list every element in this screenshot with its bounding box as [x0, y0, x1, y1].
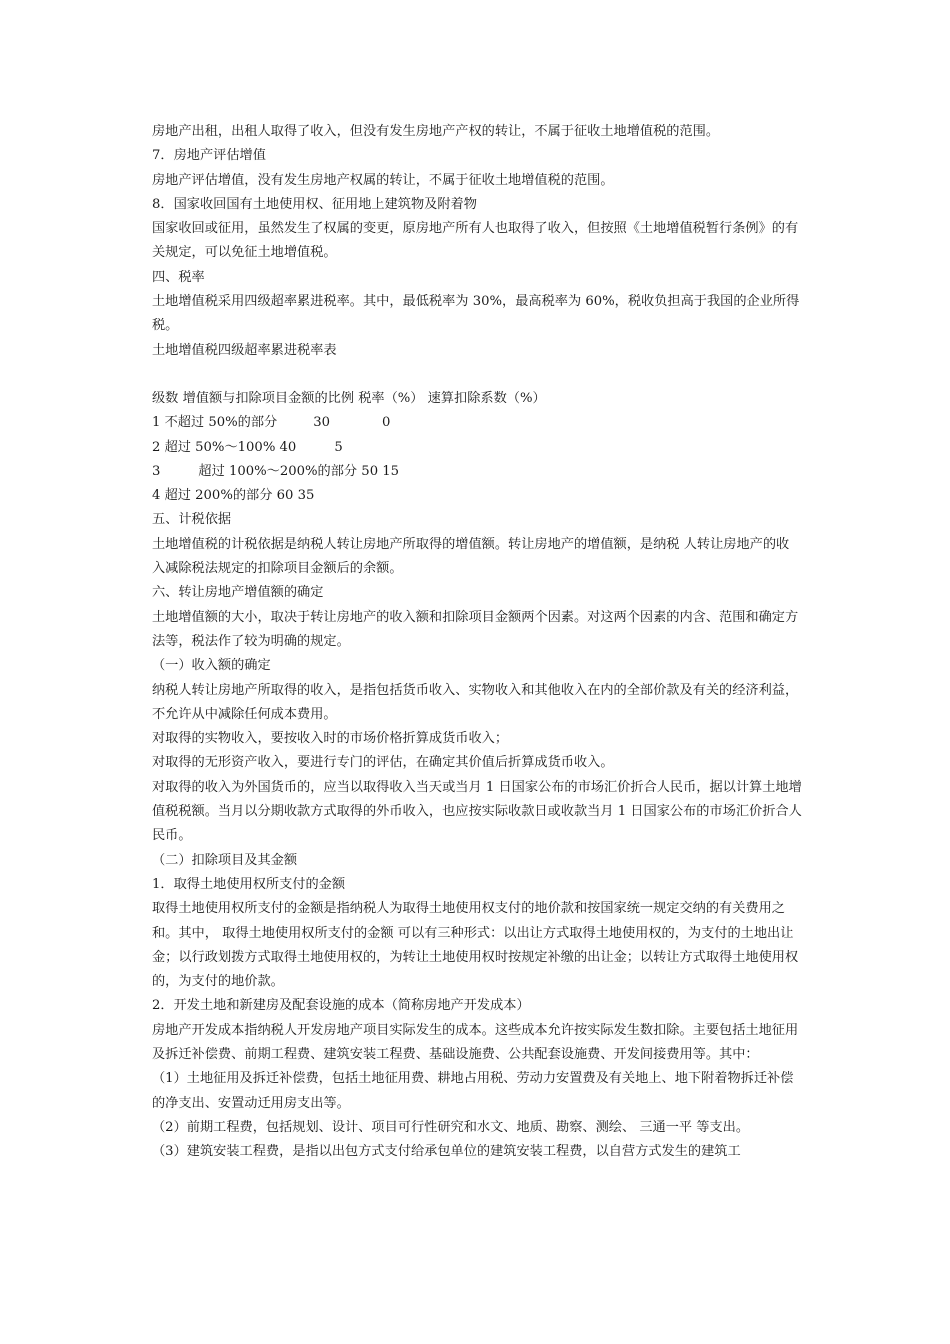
paragraph: 房地产出租，出租人取得了收入，但没有发生房地产产权的转让，不属于征收土地增值税的范围。: [152, 124, 720, 139]
table-row: [152, 460, 802, 484]
table-cell: 超过 100%～200%的部分 50 15: [198, 463, 400, 479]
paragraph: 房地产开发成本指纳税人开发房地产项目实际发生的成本。这些成本允许按实际发生数扣除。主要包括土地征用及拆迁补偿费、前期工程费、建筑安装工程费、基础设施费、公共配套设施费、开发间接费用等。其中：: [152, 1022, 799, 1062]
table-cell: 1 不超过 50%的部分: [152, 415, 278, 431]
subsection-heading: （二）扣除项目及其金额: [152, 852, 298, 868]
table-cell: 30: [313, 415, 330, 431]
list-item: （1）土地征用及拆迁补偿费，包括土地征用费、耕地占用税、劳动力安置费及有关地上、地下附着物拆迁补偿的净支出、安置动迁用房支出等。: [152, 1071, 794, 1111]
paragraph: 对取得的实物收入，要按收入时的市场价格折算成货币收入；: [152, 731, 509, 747]
table-title: 土地增值税四级超率累进税率表: [152, 342, 337, 358]
table-cell: 3: [152, 463, 161, 479]
paragraph: 取得土地使用权所支付的金额是指纳税人为取得土地使用权支付的地价款和按国家统一规定交纳的有关费用之和。其中， 取得土地使用权所支付的金额 可以有三种形式：以出让方式取得土地使用权的，为支付的土地出让金；以行政划拨方式取得土地使用权的，为转让土地使用权时按规定补缴的出让金；以转让方式取得土地使用权的，为支付的地价款。: [152, 901, 799, 990]
paragraph: 国家收回或征用，虽然发生了权属的变更，原房地产所有人也取得了收入，但按照《土地增值税暂行条例》的有关规定，可以免征土地增值税。: [152, 221, 799, 261]
table-cell: 0: [382, 415, 391, 431]
table-cell: 2 超过 50%～100% 40: [152, 439, 297, 455]
blank-line: [152, 363, 802, 387]
table-header: 级数 增值额与扣除项目金额的比例 税率（%） 速算扣除系数（%）: [152, 390, 546, 406]
paragraph: 对取得的无形资产收入，要进行专门的评估，在确定其价值后折算成货币收入。: [152, 755, 614, 771]
paragraph: 纳税人转让房地产所取得的收入，是指包括货币收入、实物收入和其他收入在内的全部价款及有关的经济利益，不允许从中减除任何成本费用。: [152, 682, 799, 722]
document-body: [152, 120, 802, 1164]
paragraph: 房地产评估增值，没有发生房地产权属的转让，不属于征收土地增值税的范围。: [152, 172, 614, 188]
paragraph: 土地增值额的大小，取决于转让房地产的收入额和扣除项目金额两个因素。对这两个因素的内含、范围和确定方法等，税法作了较为明确的规定。: [152, 609, 799, 649]
numbered-heading: 2．开发土地和新建房及配套设施的成本（简称房地产开发成本）: [152, 998, 530, 1014]
section-heading: 六、转让房地产增值额的确定: [152, 585, 324, 601]
list-item: （2）前期工程费，包括规划、设计、项目可行性研究和水文、地质、勘察、测绘、 三通一平 等支出。: [152, 1119, 750, 1135]
paragraph: 土地增值税的计税依据是纳税人转让房地产所取得的增值额。转让房地产的增值额，是纳税 人转让房地产的收入减除税法规定的扣除项目金额后的余额。: [152, 536, 790, 577]
section-heading: 8．国家收回国有土地使用权、征用地上建筑物及附着物: [152, 196, 477, 212]
paragraph: 对取得的收入为外国货币的，应当以取得收入当天或当月 1 日国家公布的市场汇价折合人民币，据以计算土地增值税税额。当月以分期收款方式取得的外币收入，也应按实际收款日或收款当月 1 日国家公布的市场汇价折合人民币。: [152, 779, 802, 844]
table-row: 4 超过 200%的部分 60 35: [152, 488, 315, 504]
table-row: [152, 436, 802, 460]
numbered-heading: 1．取得土地使用权所支付的金额: [152, 876, 346, 892]
subsection-heading: （一）收入额的确定: [152, 658, 271, 674]
list-item: （3）建筑安装工程费，是指以出包方式支付给承包单位的建筑安装工程费，以自营方式发生的建筑工: [152, 1144, 741, 1160]
section-heading: 五、计税依据: [152, 512, 232, 528]
table-row: [152, 411, 802, 435]
section-heading: 四、税率: [152, 269, 205, 285]
section-heading: 7．房地产评估增值: [152, 148, 266, 164]
paragraph: 土地增值税采用四级超率累进税率。其中，最低税率为 30%，最高税率为 60%，税收负担高于我国的企业所得税。: [152, 294, 800, 334]
table-cell: 5: [334, 439, 343, 455]
